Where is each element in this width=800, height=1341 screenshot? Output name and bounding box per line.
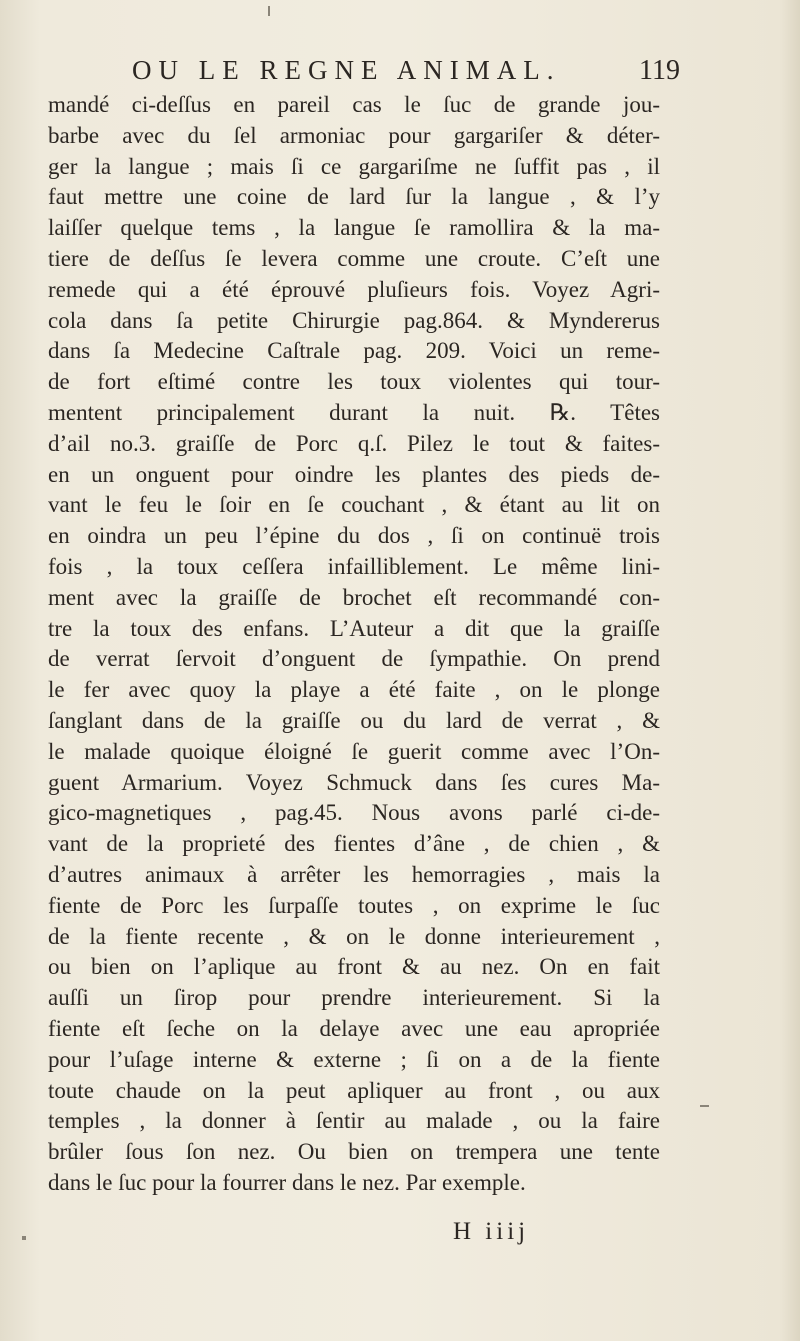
- page-header: [132, 55, 692, 91]
- text-line: toute chaude on la peut apliquer au front , ou aux: [48, 1077, 660, 1103]
- text-line: auſſi un ſirop pour prendre interieurement. Si la: [48, 985, 660, 1011]
- text-line: mandé ci-deſſus en pareil cas le ſuc de grande jou-: [48, 92, 660, 117]
- text-line: ſanglant dans de la graiſſe ou du lard de verrat , &: [48, 707, 660, 733]
- text-line: mentent principalement durant la nuit. ℞. Têtes: [48, 399, 660, 425]
- text-line: ger la langue ; mais ſi ce gargariſme ne ſuffit pas , il: [48, 153, 660, 179]
- text-line: cola dans ſa petite Chirurgie pag.864. & Myndererus: [48, 307, 660, 333]
- text-line: vant le feu le ſoir en ſe couchant , & étant au lit on: [48, 492, 660, 518]
- text-line: fiente de Porc les ſurpaſſe toutes , on exprime le ſuc: [48, 892, 660, 918]
- text-line: en un onguent pour oindre les plantes des pieds de-: [48, 461, 660, 487]
- running-head: OU LE REGNE ANIMAL.: [132, 55, 561, 85]
- text-line: fois , la toux ceſſera infailliblement. Le même lini-: [48, 553, 660, 579]
- margin-speck: [700, 1105, 709, 1107]
- text-line: gico-magnetiques , pag.45. Nous avons parlé ci-de-: [48, 800, 660, 826]
- text-line: tiere de deſſus ſe levera comme une croute. C’eſt une: [48, 245, 660, 271]
- text-line: d’ail no.3. graiſſe de Porc q.ſ. Pilez le tout & faites-: [48, 430, 660, 456]
- text-line: guent Armarium. Voyez Schmuck dans ſes cures Ma-: [48, 769, 660, 795]
- body-text: [48, 90, 660, 1199]
- text-line: tre la toux des enfans. L’Auteur a dit que la graiſſe: [48, 615, 660, 641]
- text-line: laiſſer quelque tems , la langue ſe ramollira & la ma-: [48, 215, 660, 241]
- text-line: de fort eſtimé contre les toux violentes qui tour-: [48, 369, 660, 395]
- text-line: de verrat ſervoit d’onguent de ſympathie. On prend: [48, 646, 660, 672]
- text-line: ou bien on l’aplique au front & au nez. On en fait: [48, 954, 660, 980]
- text-line: dans ſa Medecine Caſtrale pag. 209. Voici un reme-: [48, 338, 660, 364]
- text-line: le fer avec quoy la playe a été faite , on le plonge: [48, 677, 660, 703]
- page-number: 119: [639, 55, 680, 86]
- signature-mark: H iiij: [453, 1218, 530, 1245]
- text-line: faut mettre une coine de lard ſur la langue , & l’y: [48, 184, 660, 210]
- margin-speck: [22, 1236, 26, 1240]
- text-line: temples , la donner à ſentir au malade , ou la faire: [48, 1108, 660, 1134]
- text-line: fiente eſt ſeche on la delaye avec une eau apropriée: [48, 1015, 660, 1041]
- text-line: en oindra un peu l’épine du dos , ſi on continuë trois: [48, 523, 660, 549]
- text-line: le malade quoique éloigné ſe guerit comme avec l’On-: [48, 738, 660, 764]
- text-line: ment avec la graiſſe de brochet eſt recommandé con-: [48, 584, 660, 610]
- text-line: de la fiente recente , & on le donne interieurement ,: [48, 923, 660, 949]
- text-line: pour l’uſage interne & externe ; ſi on a de la fiente: [48, 1046, 660, 1072]
- text-line: brûler ſous ſon nez. Ou bien on trempera une tente: [48, 1139, 660, 1165]
- text-line: barbe avec du ſel armoniac pour gargariſer & déter-: [48, 122, 660, 148]
- text-line: dans le ſuc pour la fourrer dans le nez. Par exemple.: [48, 1169, 526, 1195]
- margin-speck: [268, 6, 270, 16]
- text-line: vant de la proprieté des fientes d’âne , de chien , &: [48, 831, 660, 857]
- text-line: d’autres animaux à arrêter les hemorragies , mais la: [48, 861, 660, 887]
- text-line: remede qui a été éprouvé pluſieurs fois. Voyez Agri-: [48, 276, 660, 302]
